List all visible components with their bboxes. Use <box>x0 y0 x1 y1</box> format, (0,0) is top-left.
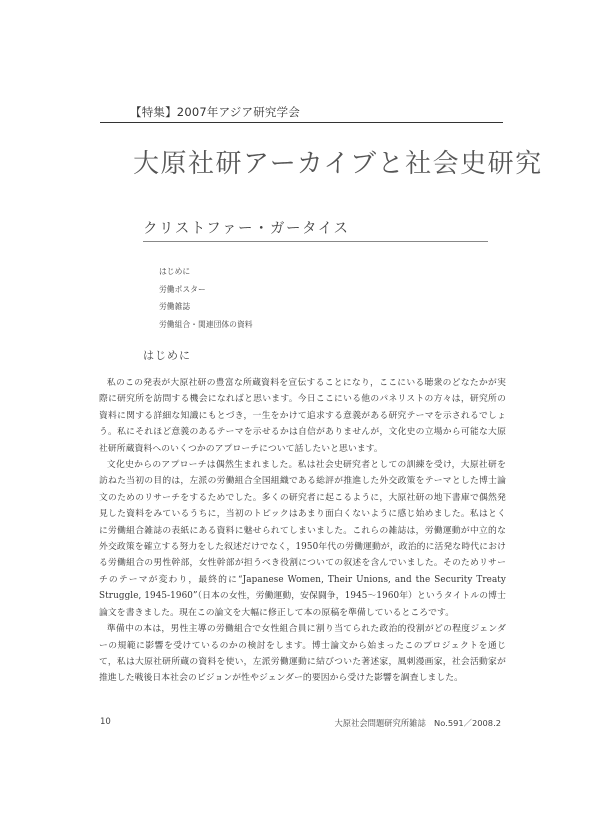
toc-item: 労働組合・関連団体の資料 <box>159 319 253 329</box>
table-of-contents <box>159 263 253 333</box>
article-title: 大原社研アーカイブと社会史研究 <box>133 149 543 179</box>
body-text <box>99 375 506 687</box>
toc-item: はじめに <box>159 267 191 276</box>
header-rule <box>100 122 503 123</box>
paragraph: 準備中の本は，男性主導の労働組合で女性組合員に割り当てられた政治的役割がどの程度ジェンダーの規範に影響を受けているのかの検討をします。博士論文から始まったこのプロジェクトを通じて，私は大原社研所蔵の資料を使い，左派労働運動に結びついた著述家，風刺漫画家，社会活動家が推進した戦後日本社会のビジョンが性やジェンダー的要因から受けた影響を調査しました。 <box>99 624 506 684</box>
journal-footer: 大原社会問題研究所雑誌 No.591／2008.2 <box>334 718 501 728</box>
toc-item: 労働ポスター <box>159 284 206 294</box>
page-number: 10 <box>100 717 111 727</box>
author-rule <box>143 241 488 242</box>
toc-item: 労働雑誌 <box>159 302 191 311</box>
paragraph: 文化史からのアプローチは偶然生まれました。私は社会史研究者としての訓練を受け，大原社研を訪ねた当初の目的は，左派の労働組合全国組織である総評が推進した外交政策をテーマとした博士論文のためのリサーチをするためでした。多くの研究者に起こるように，大原社研の地下書庫で偶然発見した資料をみているうちに，当初のトピックはあまり面白くないように感じ始めました。私はとくに労働組合雑誌の表紙にある資料に魅せられてしまいました。これらの雑誌は，労働運動が中立的な外交政策を確立する努力をした叙述だけでなく，1950年代の労働運動が，政治的に活発な時代における労働組合の男性幹部，女性幹部が担うべき役割についての叙述を含んでいました。そのためリサーチのテーマが変わり，最終的に“Japanese Women, Their Unions, and the Security Treaty Struggle, 1945-1960”（日本の女性，労働運動，安保闘争，1945〜1960年）というタイトルの博士論文を書きました。現在この論文を大幅に修正して本の原稿を準備しているところです。 <box>99 460 506 618</box>
section-label: 【特集】2007年アジア研究学会 <box>130 105 301 119</box>
paragraph: 私のこの発表が大原社研の豊富な所蔵資料を宣伝することになり，ここにいる聴衆のどなたかが実際に研究所を訪問する機会になればと思います。今日ここにいる他のパネリストの方々は，研究所の資料に関する詳細な知識にもとづき，一生をかけて追求する意義がある研究テーマを示されるでしょう。私にそれほど意義のあるテーマを示せるかは自信がありませんが，文化史の立場から可能な大原社研所蔵資料へのいくつかのアプローチについて話したいと思います。 <box>99 378 506 454</box>
article-author: クリストファー・ガータイス <box>143 221 350 237</box>
section-heading: はじめに <box>143 349 191 362</box>
